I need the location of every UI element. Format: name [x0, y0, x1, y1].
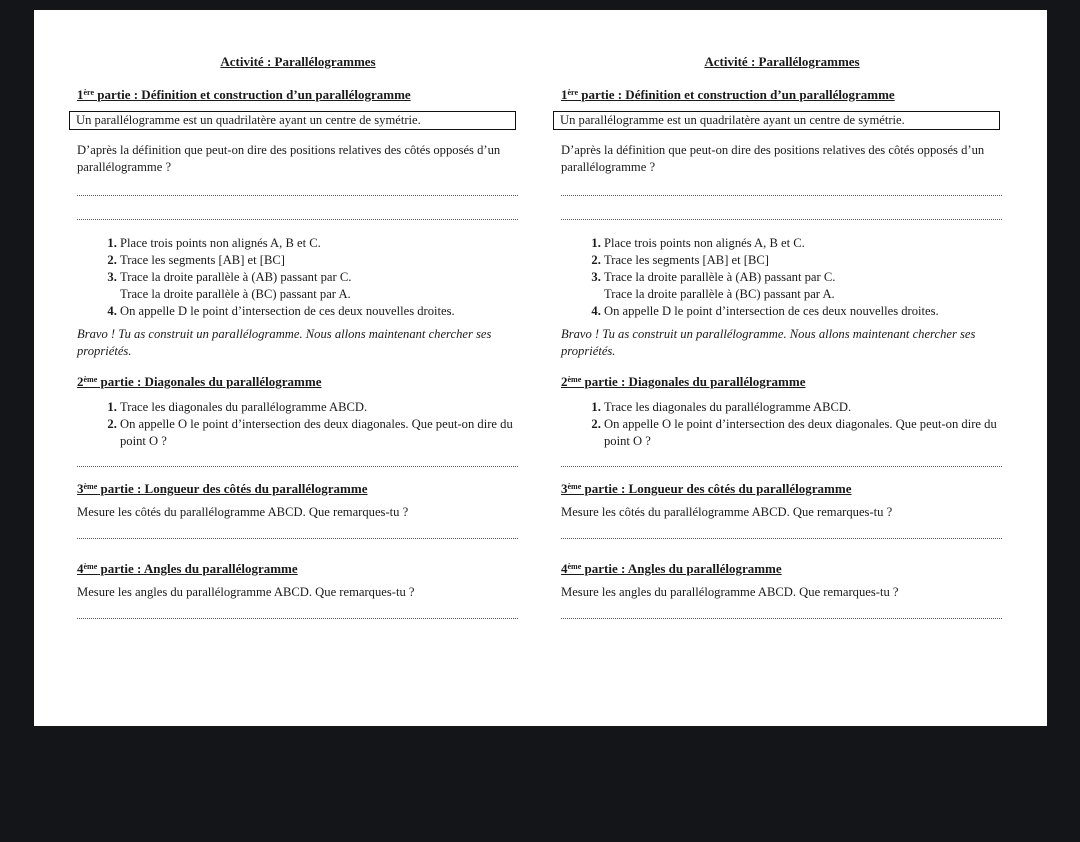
part1-heading: 1ère partie : Définition et construction d’un parallélogramme: [77, 87, 411, 102]
list-item: 3. Trace la droite parallèle à (AB) passant par C. Trace la droite parallèle à (BC) passant par A.: [120, 269, 520, 303]
list-item: 2. On appelle O le point d’intersection des deux diagonales. Que peut-on dire du point O ?: [120, 416, 520, 450]
answer-line: [561, 195, 1002, 196]
part3-heading: 3ème partie : Longueur des côtés du parallélogramme: [561, 481, 852, 496]
list-item: 2. Trace les segments [AB] et [BC]: [604, 252, 1004, 269]
worksheet-copy-right: [561, 10, 1015, 726]
list-item: 2. Trace les segments [AB] et [BC]: [120, 252, 520, 269]
answer-line: [77, 538, 518, 539]
answer-line: [77, 466, 518, 467]
list-item: 1. Place trois points non alignés A, B et C.: [604, 235, 1004, 252]
bravo-note: Bravo ! Tu as construit un parallélogramme. Nous allons maintenant chercher ses propriétés.: [77, 327, 492, 358]
definition-box: Un parallélogramme est un quadrilatère ayant un centre de symétrie.: [69, 111, 516, 130]
answer-line: [77, 195, 518, 196]
part1-question: D’après la définition que peut-on dire des positions relatives des côtés opposés d’un parallélogramme ?: [561, 143, 985, 174]
list-item: 1. Trace les diagonales du parallélogramme ABCD.: [604, 399, 1004, 416]
list-item: 3. Trace la droite parallèle à (AB) passant par C. Trace la droite parallèle à (BC) passant par A.: [604, 269, 1004, 303]
list-item: 1. Place trois points non alignés A, B et C.: [120, 235, 520, 252]
construction-steps: [77, 235, 520, 320]
diagonal-steps: [77, 399, 520, 450]
part2-heading: 2ème partie : Diagonales du parallélogramme: [77, 374, 322, 389]
part3-question: Mesure les côtés du parallélogramme ABCD. Que remarques-tu ?: [561, 505, 893, 519]
list-item: 1. Trace les diagonales du parallélogramme ABCD.: [120, 399, 520, 416]
definition-box: Un parallélogramme est un quadrilatère ayant un centre de symétrie.: [553, 111, 1000, 130]
part2-heading: 2ème partie : Diagonales du parallélogramme: [561, 374, 806, 389]
activity-title: Activité : Parallélogrammes: [220, 54, 376, 69]
worksheet-copy-left: [77, 10, 531, 726]
answer-line: [561, 538, 1002, 539]
answer-line: [561, 618, 1002, 619]
part1-question: D’après la définition que peut-on dire des positions relatives des côtés opposés d’un parallélogramme ?: [77, 143, 501, 174]
construction-steps: [561, 235, 1004, 320]
list-item: 4. On appelle D le point d’intersection de ces deux nouvelles droites.: [604, 303, 1004, 320]
answer-line: [561, 466, 1002, 467]
part4-heading: 4ème partie : Angles du parallélogramme: [561, 561, 782, 576]
part3-heading: 3ème partie : Longueur des côtés du parallélogramme: [77, 481, 368, 496]
answer-line: [77, 219, 518, 220]
part4-question: Mesure les angles du parallélogramme ABCD. Que remarques-tu ?: [77, 585, 415, 599]
answer-line: [77, 618, 518, 619]
list-item: 4. On appelle D le point d’intersection de ces deux nouvelles droites.: [120, 303, 520, 320]
activity-title: Activité : Parallélogrammes: [704, 54, 860, 69]
worksheet-page: [34, 10, 1047, 726]
part4-heading: 4ème partie : Angles du parallélogramme: [77, 561, 298, 576]
bravo-note: Bravo ! Tu as construit un parallélogramme. Nous allons maintenant chercher ses propriétés.: [561, 327, 976, 358]
list-item: 2. On appelle O le point d’intersection des deux diagonales. Que peut-on dire du point O ?: [604, 416, 1004, 450]
diagonal-steps: [561, 399, 1004, 450]
part4-question: Mesure les angles du parallélogramme ABCD. Que remarques-tu ?: [561, 585, 899, 599]
part1-heading: 1ère partie : Définition et construction d’un parallélogramme: [561, 87, 895, 102]
part3-question: Mesure les côtés du parallélogramme ABCD. Que remarques-tu ?: [77, 505, 409, 519]
answer-line: [561, 219, 1002, 220]
